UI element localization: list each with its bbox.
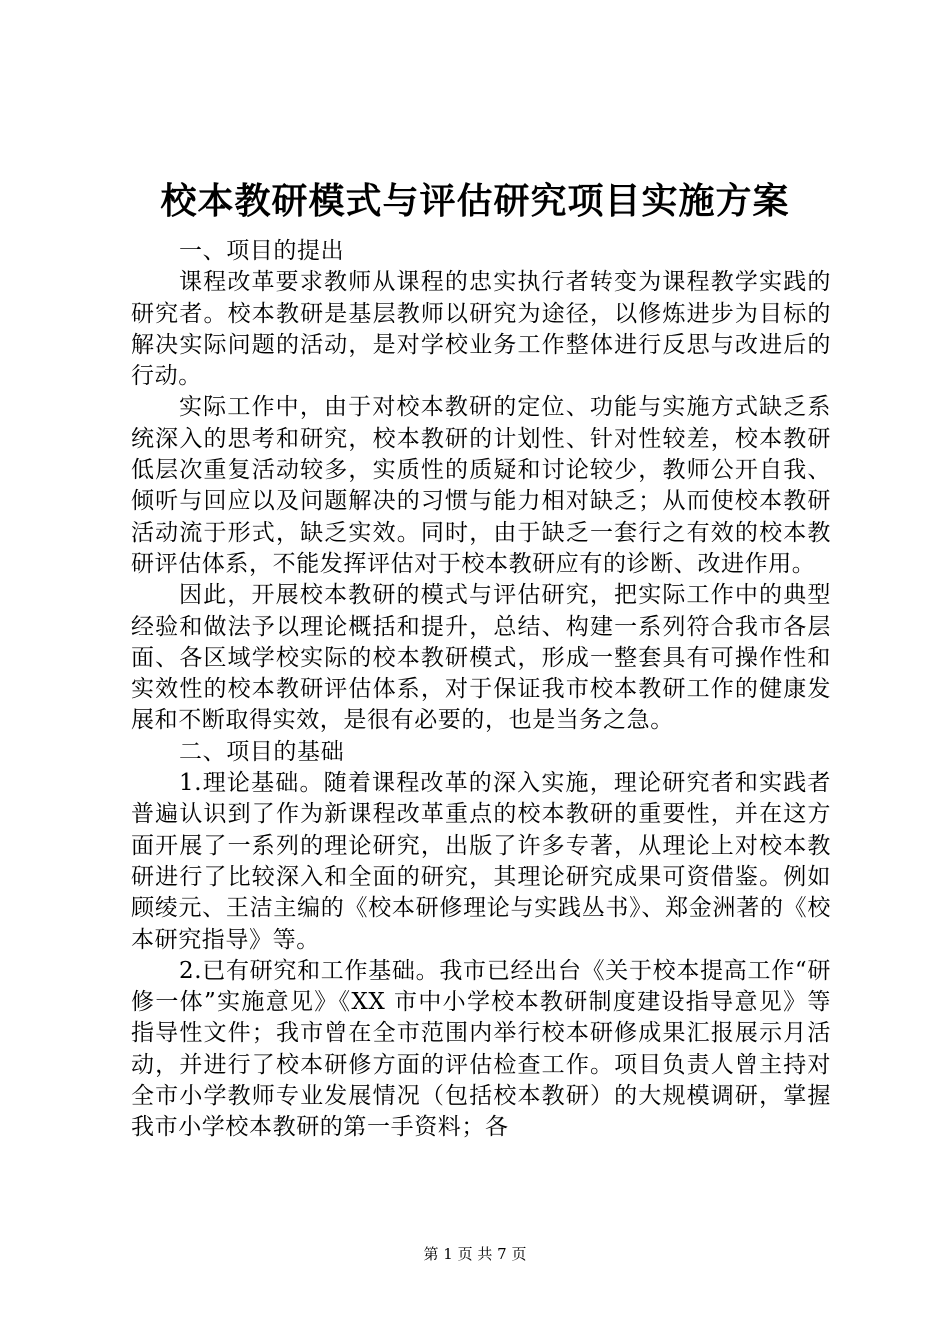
body-paragraph: 课程改革要求教师从课程的忠实执行者转变为课程教学实践的研究者。校本教研是基层教师以研究为途径，以修炼进步为目标的解决实际问题的活动，是对学校业务工作整体进行反思与改进后的行动。 bbox=[131, 269, 831, 390]
section-heading: 二、项目的基础 bbox=[179, 738, 345, 765]
body-paragraph: 2.已有研究和工作基础。我市已经出台《关于校本提高工作“研修一体”实施意见》《XX 市中小学校本教研制度建设指导意见》等指导性文件；我市曾在全市范围内举行校本研修成果汇报展示月活动，并进行了校本研修方面的评估检查工作。项目负责人曾主持对全市小学教师专业发展情况（包括校本教研）的大规模调研，掌握我市小学校本教研的第一手资料；各 bbox=[131, 957, 831, 1141]
body-paragraph: 实际工作中，由于对校本教研的定位、功能与实施方式缺乏系统深入的思考和研究，校本教研的计划性、针对性较差，校本教研低层次重复活动较多，实质性的质疑和讨论较少，教师公开自我、倾听与回应以及问题解决的习惯与能力相对缺乏；从而使校本教研活动流于形式，缺乏实效。同时，由于缺乏一套行之有效的校本教研评估体系，不能发挥评估对于校本教研应有的诊断、改进作用。 bbox=[131, 394, 831, 577]
section-heading: 一、项目的提出 bbox=[179, 238, 345, 264]
document-body bbox=[131, 236, 831, 1144]
body-paragraph: 1.理论基础。随着课程改革的深入实施，理论研究者和实践者普遍认识到了作为新课程改革重点的校本教研的重要性，并在这方面开展了一系列的理论研究，出版了许多专著，从理论上对校本教研进行了比较深入和全面的研究，其理论研究成果可资借鉴。例如顾绫元、王洁主编的《校本研修理论与实践丛书》、郑金洲著的《校本研究指导》等。 bbox=[131, 770, 831, 953]
document-title: 校本教研模式与评估研究项目实施方案 bbox=[160, 181, 790, 222]
body-paragraph: 因此，开展校本教研的模式与评估研究，把实际工作中的典型经验和做法予以理论概括和提升，总结、构建一系列符合我市各层面、各区域学校实际的校本教研模式，形成一整套具有可操作性和实效性的校本教研评估体系，对于保证我市校本教研工作的健康发展和不断取得实效，是很有必要的，也是当务之急。 bbox=[131, 582, 831, 734]
page-footer: 第 1 页 共 7 页 bbox=[423, 1245, 527, 1263]
